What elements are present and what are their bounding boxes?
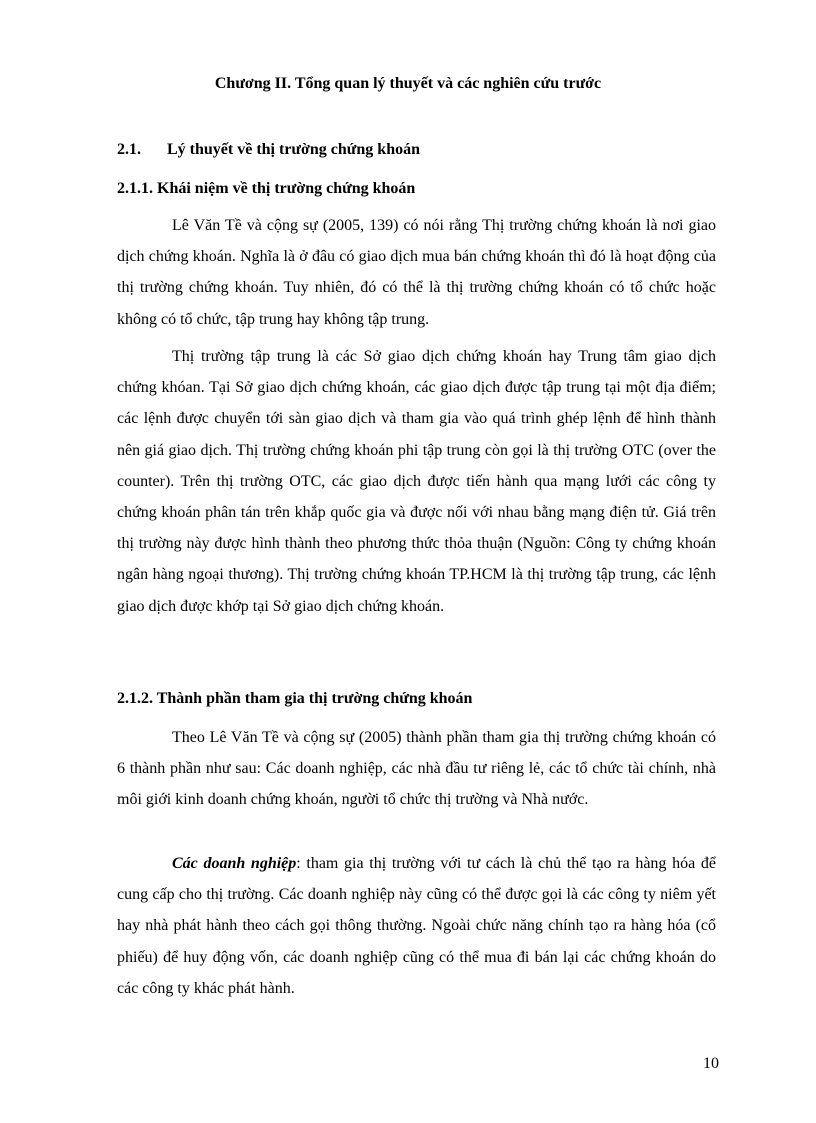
section-number: 2.1. xyxy=(117,141,141,158)
enterprises-term: Các doanh nghiệp xyxy=(172,855,297,872)
paragraph-enterprises xyxy=(117,848,716,1004)
chapter-title: Chương II. Tổng quan lý thuyết và các nghiên cứu trước xyxy=(214,75,602,92)
paragraph-definition: Lê Văn Tề và cộng sự (2005, 139) có nói rằng Thị trường chứng khoán là nơi giao dịch chứng khoán. Nghĩa là ở đâu có giao dịch mua bán chứng khoán thì đó là hoạt động của thị trường chứng khoán. Tuy nhiên, đó có thể là thị trường chứng khoán có tổ chức hoặc không có tổ chức, tập trung hay không tập trung. xyxy=(117,217,716,328)
enterprises-text: : tham gia thị trường với tư cách là chủ thể tạo ra hàng hóa để cung cấp cho thị trường. Các doanh nghiệp này cũng có thể được gọi là các công ty niêm yết hay nhà phát hành theo cách gọi thông thường. Ngoài chức năng chính tạo ra hàng hóa (cổ phiếu) để huy động vốn, các doanh nghiệp cũng có thể mua đi bán lại các chứng khoán do các công ty khác phát hành. xyxy=(117,855,716,997)
section-title: Lý thuyết về thị trường chứng khoán xyxy=(167,141,420,158)
section-heading xyxy=(117,141,717,159)
page-number: 10 xyxy=(703,1055,719,1072)
paragraph-participants: Theo Lê Văn Tề và cộng sự (2005) thành phần tham gia thị trường chứng khoán có 6 thành phần như sau: Các doanh nghiệp, các nhà đầu tư riêng lẻ, các tổ chức tài chính, nhà môi giới kinh doanh chứng khoán, người tổ chức thị trường và Nhà nước. xyxy=(117,729,716,809)
subsection-heading-2-1-1: 2.1.1. Khái niệm về thị trường chứng khoán xyxy=(117,180,416,197)
subsection-heading-2-1-2: 2.1.2. Thành phần tham gia thị trường chứng khoán xyxy=(117,690,473,707)
paragraph-centralized-market: Thị trường tập trung là các Sở giao dịch chứng khoán hay Trung tâm giao dịch chứng khóan. Tại Sở giao dịch chứng khoán, các giao dịch được tập trung tại một địa điểm; các lệnh được chuyển tới sàn giao dịch và tham gia vào quá trình ghép lệnh để hình thành nên giá giao dịch. Thị trường chứng khoán phi tập trung còn gọi là thị trường OTC (over the counter). Trên thị trường OTC, các giao dịch được tiến hành qua mạng lưới các công ty chứng khoán phân tán trên khắp quốc gia và được nối với nhau bằng mạng điện tử. Giá trên thị trường này được hình thành theo phương thức thỏa thuận (Nguồn: Công ty chứng khoán ngân hàng ngoại thương). Thị trường chứng khoán TP.HCM là thị trường tập trung, các lệnh giao dịch được khớp tại Sở giao dịch chứng khoán. xyxy=(117,348,716,615)
